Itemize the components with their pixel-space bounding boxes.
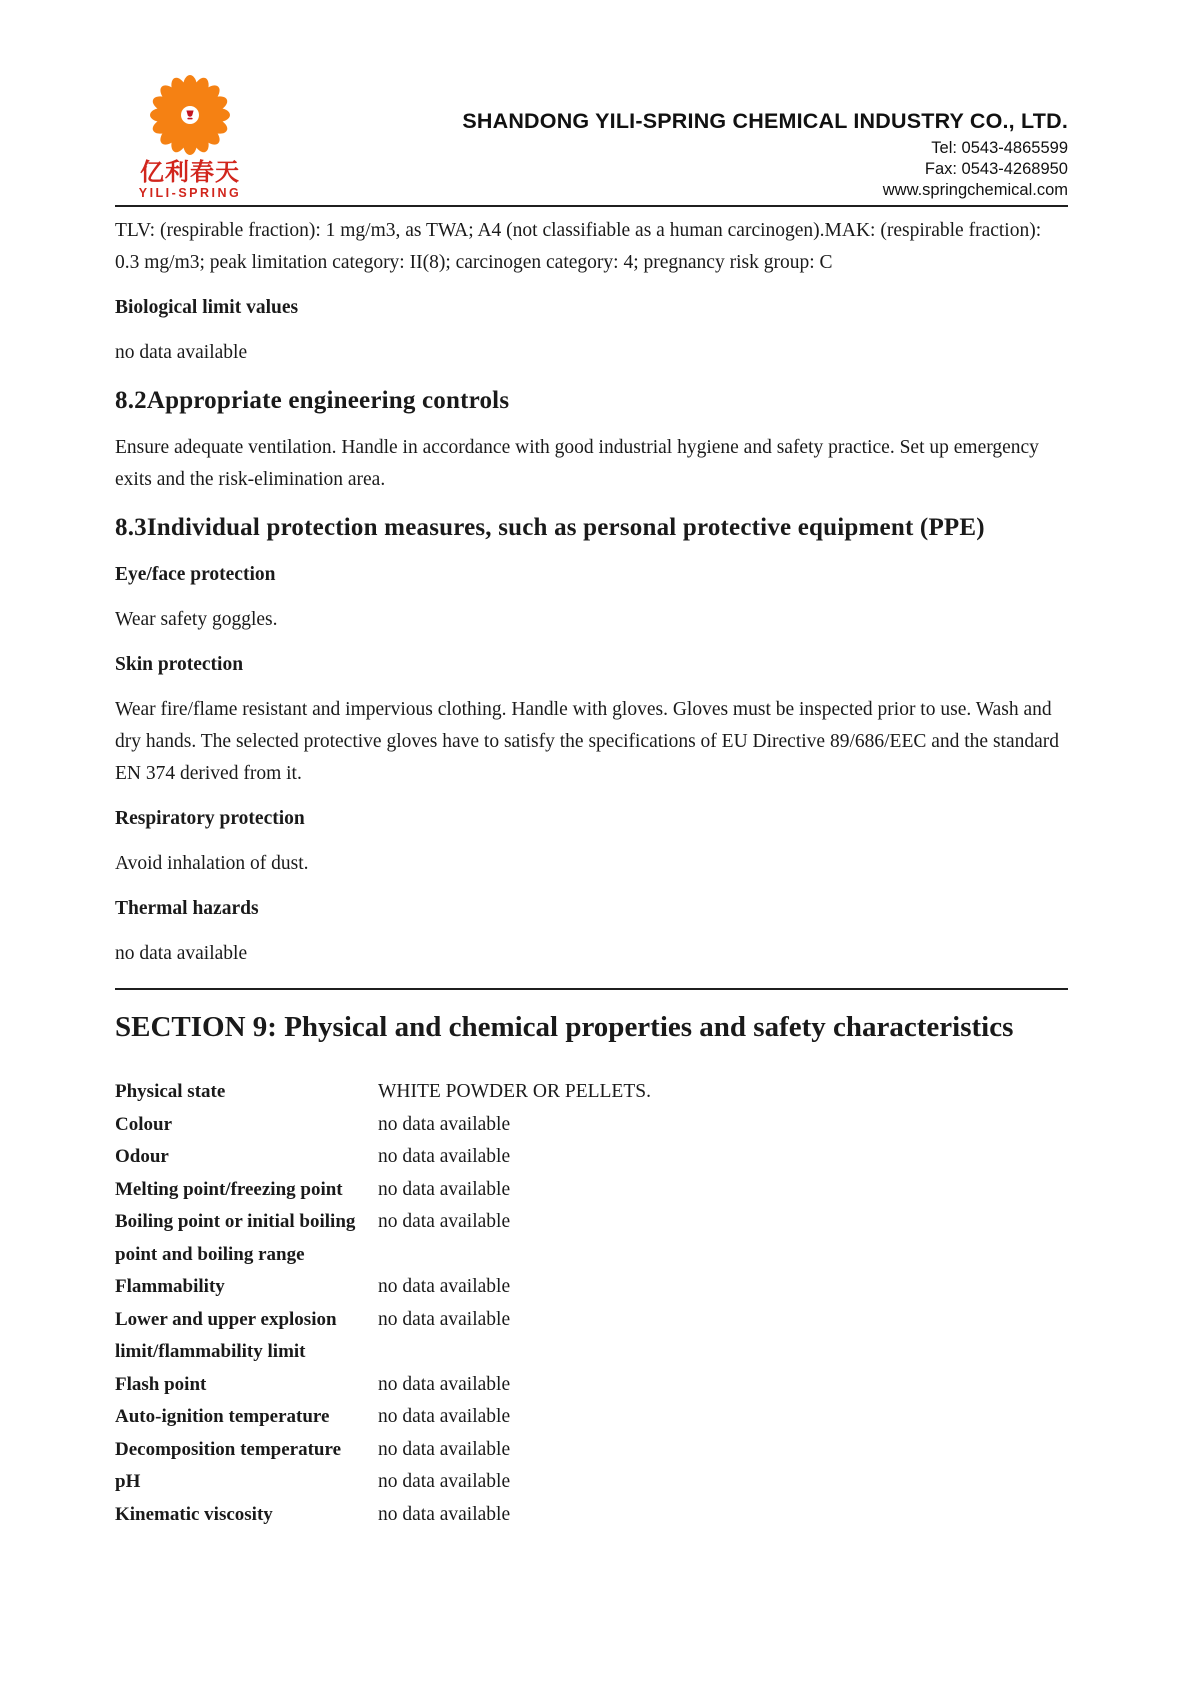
property-value: no data available bbox=[378, 1406, 511, 1427]
property-value: no data available bbox=[378, 1471, 511, 1492]
thermal-hazards-text: no data available bbox=[115, 943, 248, 964]
property-label: Lower and upper explosion limit/flammability limit bbox=[115, 1308, 337, 1362]
property-label: Flash point bbox=[115, 1373, 207, 1395]
thermal-hazards-heading: Thermal hazards bbox=[115, 898, 259, 919]
property-label: Physical state bbox=[115, 1081, 226, 1102]
logo-chinese-name: 亿利春天 bbox=[140, 159, 240, 186]
table-row-ph bbox=[115, 1466, 1068, 1499]
table-row-physical-state bbox=[115, 1076, 1068, 1109]
property-value: no data available bbox=[378, 1178, 511, 1200]
skin-protection-text: Wear fire/flame resistant and impervious clothing. Handle with gloves. Gloves must be inspected prior to use. Wash and dry hands. The selected protective gloves have to satisfy the specifications of EU Directive 89/686/EEC and the standard EN 374 derived from it. bbox=[115, 699, 1060, 784]
skin-protection-heading: Skin protection bbox=[115, 654, 244, 675]
property-value: no data available bbox=[378, 1113, 511, 1135]
company-logo bbox=[105, 72, 275, 201]
respiratory-protection-heading: Respiratory protection bbox=[115, 808, 305, 829]
properties-table bbox=[115, 1076, 1068, 1531]
company-tel: Tel: 0543-4865599 bbox=[931, 139, 1068, 157]
property-label: Flammability bbox=[115, 1276, 225, 1297]
property-value: no data available bbox=[378, 1276, 511, 1297]
property-label: Melting point/freezing point bbox=[115, 1178, 343, 1200]
eye-face-protection-text: Wear safety goggles. bbox=[115, 609, 278, 630]
property-value: no data available bbox=[378, 1438, 511, 1460]
section-divider bbox=[115, 988, 1068, 990]
table-row-decomposition bbox=[115, 1434, 1068, 1467]
company-contact-block bbox=[462, 108, 1068, 201]
property-label: pH bbox=[115, 1471, 141, 1492]
company-website: www.springchemical.com bbox=[882, 181, 1068, 199]
table-row-colour bbox=[115, 1109, 1068, 1142]
property-value: no data available bbox=[378, 1211, 511, 1232]
property-label: Odour bbox=[115, 1146, 169, 1167]
property-value: no data available bbox=[378, 1373, 511, 1395]
logo-latin-name: YILI-SPRING bbox=[138, 186, 242, 200]
table-row-explosion-limit bbox=[115, 1304, 1068, 1369]
page-header bbox=[115, 0, 1068, 207]
property-value: no data available bbox=[378, 1146, 511, 1167]
tlv-paragraph: TLV: (respirable fraction): 1 mg/m3, as TWA; A4 (not classifiable as a human carcinogen).MAK: (respirable fraction): 0.3 mg/m3; peak limitation category: II(8); carcinogen category: 4; pregnancy risk group: C bbox=[115, 220, 1042, 273]
property-value: WHITE POWDER OR PELLETS. bbox=[378, 1081, 651, 1102]
biological-limit-heading: Biological limit values bbox=[115, 297, 299, 318]
table-row-auto-ignition bbox=[115, 1401, 1068, 1434]
section-8-2-text: Ensure adequate ventilation. Handle in accordance with good industrial hygiene and safety practice. Set up emergency exits and the risk-elimination area. bbox=[115, 437, 1039, 490]
flower-logo-icon bbox=[147, 72, 233, 158]
table-row-flash-point bbox=[115, 1369, 1068, 1402]
eye-face-protection-heading: Eye/face protection bbox=[115, 564, 276, 585]
property-label: Auto-ignition temperature bbox=[115, 1406, 330, 1427]
property-value: no data available bbox=[378, 1503, 511, 1525]
document-body bbox=[115, 207, 1068, 1531]
respiratory-protection-text: Avoid inhalation of dust. bbox=[115, 853, 309, 874]
table-row-flammability bbox=[115, 1271, 1068, 1304]
property-label: Colour bbox=[115, 1113, 172, 1135]
table-row-odour bbox=[115, 1141, 1068, 1174]
company-fax: Fax: 0543-4268950 bbox=[924, 160, 1068, 178]
section-8-3-heading: 8.3Individual protection measures, such as personal protective equipment (PPE) bbox=[115, 514, 985, 541]
property-label: Kinematic viscosity bbox=[115, 1503, 273, 1525]
table-row-boiling-point bbox=[115, 1206, 1068, 1271]
section-8-2-heading: 8.2Appropriate engineering controls bbox=[115, 387, 510, 414]
table-row-kinematic-viscosity bbox=[115, 1499, 1068, 1532]
biological-limit-value: no data available bbox=[115, 342, 248, 363]
property-label: Decomposition temperature bbox=[115, 1438, 342, 1460]
section-9-heading: SECTION 9: Physical and chemical properties and safety characteristics bbox=[115, 1011, 1014, 1043]
table-row-melting-point bbox=[115, 1174, 1068, 1207]
company-name: SHANDONG YILI-SPRING CHEMICAL INDUSTRY CO., LTD. bbox=[462, 109, 1068, 133]
property-value: no data available bbox=[378, 1308, 511, 1330]
property-label: Boiling point or initial boiling point and boiling range bbox=[115, 1211, 356, 1265]
